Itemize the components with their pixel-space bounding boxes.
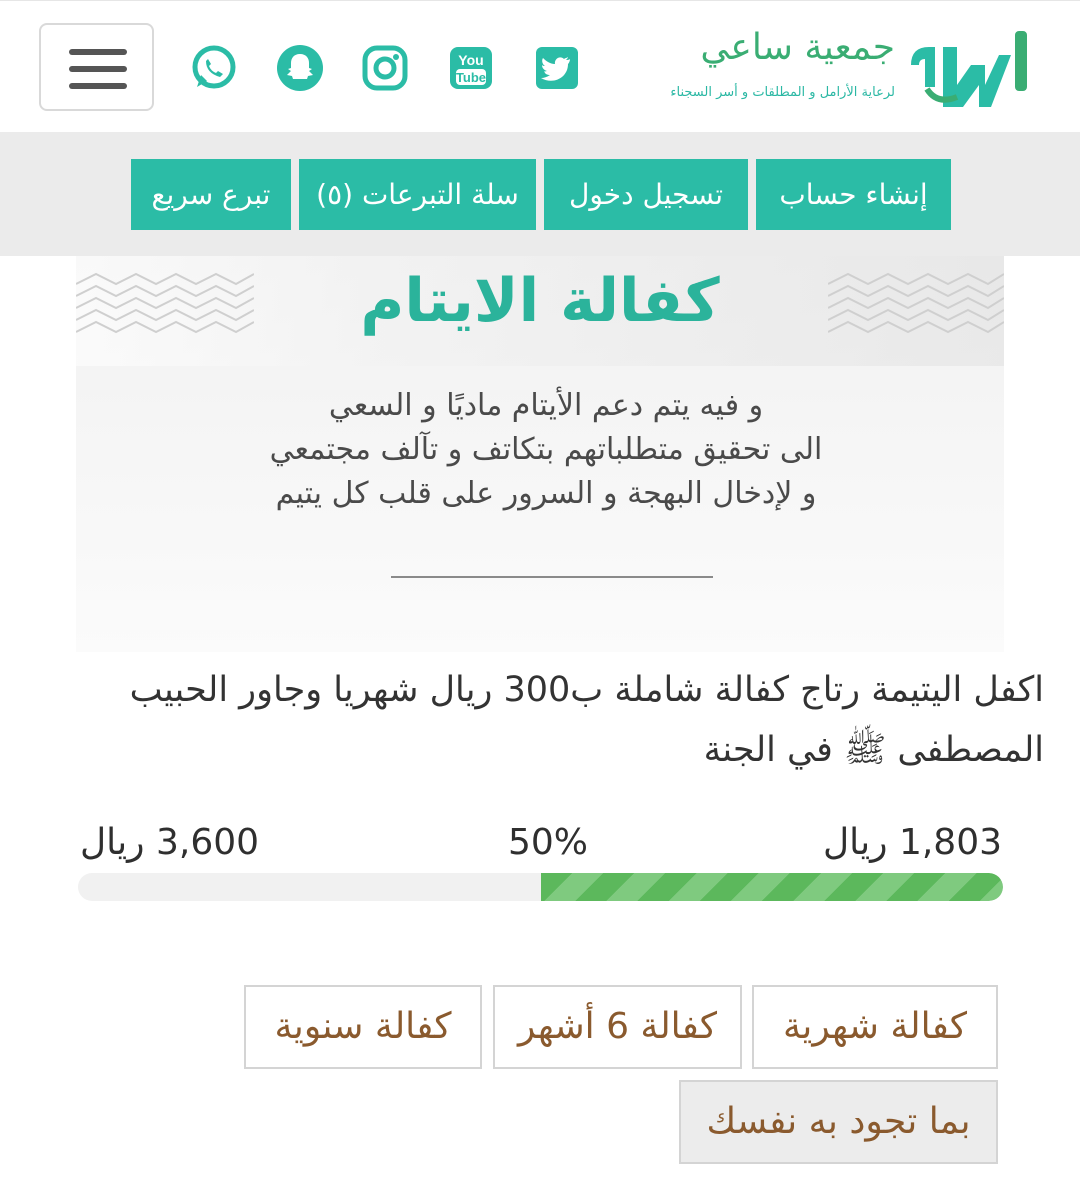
snapchat-icon[interactable]	[277, 45, 323, 91]
six-months-sponsorship-option[interactable]: كفالة 6 أشهر	[493, 985, 742, 1069]
campaign-banner	[76, 256, 1004, 652]
hamburger-line	[69, 66, 127, 72]
youtube-icon[interactable]	[448, 45, 494, 91]
menu-button[interactable]	[39, 23, 154, 111]
instagram-icon[interactable]	[362, 45, 408, 91]
hamburger-line	[69, 49, 127, 55]
banner-divider	[391, 576, 713, 578]
progress-fill	[541, 873, 1004, 901]
collected-amount: 1,803 ريال	[822, 822, 1002, 863]
banner-title: كفالة الايتام	[360, 266, 720, 336]
logo-mark-icon	[903, 25, 1033, 111]
nav-bar	[0, 132, 1080, 256]
case-title: اكفل اليتيمة رتاج كفالة شاملة ب300 ريال شهريا وجاور الحبيب المصطفى ﷺ في الجنة	[129, 670, 1044, 770]
site-header	[0, 0, 1080, 132]
progress-bar	[78, 873, 1003, 901]
progress-percent: 50%	[508, 822, 589, 863]
site-logo[interactable]	[670, 21, 1055, 111]
whatsapp-icon[interactable]	[191, 45, 237, 91]
banner-line: الى تحقيق متطلباتهم بتكاتف و تآلف مجتمعي	[269, 432, 823, 467]
banner-line: و فيه يتم دعم الأيتام ماديًا و السعي	[328, 388, 764, 423]
logo-tagline: لرعاية الأرامل و المطلقات و أسر السجناء	[670, 85, 895, 100]
hamburger-line	[69, 83, 127, 89]
custom-amount-option[interactable]: بما تجود به نفسك	[679, 1080, 998, 1164]
svg-text:Tube: Tube	[455, 70, 487, 85]
create-account-button[interactable]: إنشاء حساب	[756, 159, 951, 230]
yearly-sponsorship-option[interactable]: كفالة سنوية	[244, 985, 482, 1069]
target-amount: 3,600 ريال	[80, 822, 260, 863]
logo-name: جمعية ساعي	[700, 27, 895, 68]
monthly-sponsorship-option[interactable]: كفالة شهرية	[752, 985, 998, 1069]
quick-donate-button[interactable]: تبرع سريع	[131, 159, 291, 230]
banner-line: و لإدخال البهجة و السرور على قلب كل يتيم	[275, 476, 817, 511]
svg-text:You: You	[458, 52, 484, 68]
donation-cart-button[interactable]: سلة التبرعات (٥)	[299, 159, 536, 230]
banner-description	[136, 384, 956, 516]
login-button[interactable]: تسجيل دخول	[544, 159, 748, 230]
twitter-icon[interactable]	[534, 45, 580, 91]
